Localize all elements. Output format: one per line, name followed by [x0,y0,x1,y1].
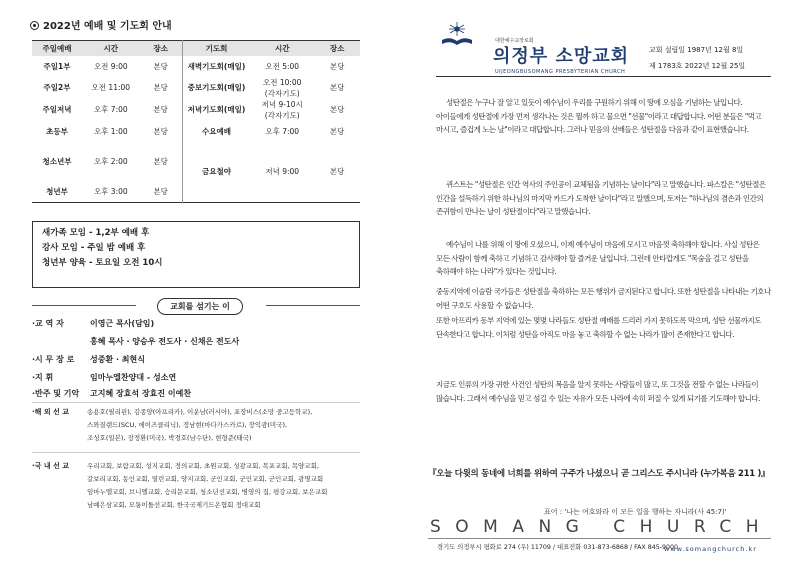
domestic-missions: ·국 내 선 교 우리교회, 보람교회, 성지교회, 정의교회, 초원교회, 성광교회, 목포교회, 목양교회, 갈보리교회, 동인교회, 열린교회, 양지교회, 군인교회, 군인교회, 군인교회, 광명교회 임마누엘교회, 브니엘교회, 승리문교회, 청소년선교회, 병영의 집, 평강교회, 보은교회 남예은삼교회, 모퉁이돌선교회, 한국국제기드온협회 정대교회 [32,460,362,512]
schedule-header-cell: 주일예배 [32,41,82,56]
staff-row: ·지 휘 임마누엘찬양대 - 성소연 [32,373,177,382]
article-paragraph: 지금도 인류의 가장 귀한 사건인 성탄의 복음을 알지 못하는 사람들이 많고, 또 그것을 전할 수 없는 나라들이 많습니다. 그래서 예수님을 믿고 섬길 수 있는 자유가 모든 나라에 속히 퍼질 수 있게 되기를 기도해야 합니다. [436,380,760,403]
circle-bullet-icon [30,21,39,30]
schedule-cell: 초등부 [46,126,68,136]
schedule-cell: 오후 2:00 [93,157,128,166]
church-motto: 표어 : '나는 여호와라 이 모든 일을 행하는 자니라(사 45:7)' [544,508,727,516]
divider [436,76,771,77]
article-paragraph: 예수님이 나를 위해 이 땅에 오셨으니, 이제 예수님이 마음에 모시고 마음껏 축하해야 합니다. 사실 성탄은 모든 사람이 함께 축하고 기념하고 감사해야 할 즐거운 날입니다. 그런데 안타깝게도 "목숨을 걸고 성탄을 축하해야 하는 나라"가 있다는 것입니다. [436,240,760,276]
article-paragraph: 성탄절은 누구나 잘 알고 있듯이 예수님이 우리를 구원하기 위해 이 땅에 오심을 기념하는 날입니다. 아이들에게 성탄절에 가장 먼저 생각나는 것은 뭘까 하고 물으면 "선물"이라고 대답합니다. 어떤 분들은 "먹고 마시고, 즐겁게 노는 날"이라고 대답합니다. 그러나 믿음의 선배들은 성탄절을 다음과 같이 표현했습니다. [436,98,762,134]
schedule-cell: 본당 [153,83,168,92]
schedule-row [32,77,360,99]
issue-number: 제 1783호 2022년 12월 25일 [649,62,746,70]
schedule-row [32,121,360,142]
mission-line: 남예은삼교회, 모퉁이돌선교회, 한국국제기드온협회 정대교회 [87,501,261,509]
schedule-cell: 오전 11:00 [91,83,131,92]
overseas-missions: ·해 외 선 교 송용호(필리핀), 김종양(아프리카), 이운남(러시아), 포장비스(소망 중고등학교), 스와질랜드(SCU, 에이즈클리닉), 정남현(마다가스카르), 장익광(미국), 조성호(일본), 장정환(미국), 박경호(남수단), 현형준(태국) [32,406,362,445]
article-paragraph: 퀴스트는 "성탄절은 인간 역사의 주인공이 교체됨을 기념하는 날이다"라고 말했습니다. 파스칼은 "성탄절은 인간을 설득하기 위한 하나님의 마지막 카드가 도착한 날이다"라고 말했으며, 토저는 "하나님의 겸손과 인간의 존귀함이 만나는 날이 성탄절이다"라고 말했습니다. [436,180,766,216]
schedule-cell: 오전 5:00 [265,61,300,71]
schedule-cell: 저녁 9-10시 (각자기도) [261,99,303,120]
denomination-label: 대한예수교장로회 [495,38,534,44]
schedule-cell: 본당 [153,105,168,114]
notice-item: 새가족 모임 - 1,2부 예배 후 [42,228,150,238]
schedule-cell: 오후 3:00 [93,187,128,197]
schedule-title: 2022년 예배 및 기도회 안내 [30,17,172,32]
schedule-cell: 수요예배 [182,121,250,142]
schedule-cell: 금요철야 [182,142,250,203]
divider [32,305,136,306]
mission-line: 송용호(필리핀), 김종양(아프리카), 이운남(러시아), 포장비스(소망 중고등학교), [87,408,313,416]
schedule-cell: 본당 [329,167,345,177]
schedule-cell: 주일저녁 [42,105,72,114]
church-name: 의정부 소망교회 [493,46,630,67]
notice-item: 강사 모임 - 주일 밤 예배 후 [42,243,146,253]
schedule-cell: 본당 [329,126,345,136]
serve-title: 교회를 섬기는 이 [0,298,400,315]
schedule-cell: 본당 [153,126,168,136]
schedule-cell: 본당 [153,157,168,166]
schedule-table [32,40,360,203]
staff-row: 홍혜 목사 · 양승우 전도사 · 신채은 전도사 [90,337,240,346]
schedule-cell: 저녁기도회(매일) [182,99,250,121]
schedule-header-cell: 시간 [250,41,314,56]
schedule-header-cell: 장소 [314,41,360,56]
schedule-header-row [32,41,360,56]
mission-line: 임마누엘교회, 브니엘교회, 승리문교회, 청소년선교회, 병영의 집, 평강교회, 보은교회 [87,488,328,496]
mission-line: 갈보리교회, 동인교회, 열린교회, 양지교회, 군인교회, 군인교회, 군인교회, 광명교회 [87,475,324,483]
schedule-cell: 중보기도회(매일) [182,77,250,99]
church-english-name: UIJEONGBUSOMANG PRESBYTERIAN CHURCH [495,69,626,75]
somang-church-banner: SOMANG CHURCH [430,517,773,537]
schedule-cell: 본당 [329,105,345,114]
schedule-cell: 본당 [329,83,345,92]
article-paragraph: 중동지역에 이슬람 국가들은 성탄절을 축하하는 모든 행위가 금지된다고 합니다. 또한 성탄절을 나타내는 기호나 어떤 구호도 사용할 수 없습니다. [436,287,771,310]
schedule-cell: 저녁 9:00 [265,167,300,177]
mission-line: 조성호(일본), 장정환(미국), 박경호(남수단), 현형준(태국) [87,434,252,442]
mission-line: 스와질랜드(SCU, 에이즈클리닉), 정남현(마다가스카르), 장익광(미국), [87,421,288,429]
divider [32,402,360,403]
schedule-header-cell: 장소 [140,41,183,56]
divider [266,305,360,306]
schedule-cell: 오전 10:00 (각자기도) [262,77,302,98]
schedule-cell: 청년부 [46,187,68,197]
divider [428,538,771,539]
staff-row: ·시 무 장 로 성중환 · 최현식 [32,355,145,364]
divider [32,452,360,453]
schedule-row [32,142,360,182]
schedule-cell: 본당 [153,187,168,197]
schedule-cell: 새벽기도회(매일) [182,56,250,77]
article-paragraph: 또한 아프리카 동부 지역에 있는 몇몇 나라들도 성탄절 예배를 드리러 가지 못하도록 막으며, 성탄 선물까지도 단속한다고 합니다. 이처럼 성탄을 아직도 마음 놓고 축하할 수 없는 나라가 많이 존재한다고 합니다. [436,316,762,339]
schedule-header-cell: 시간 [82,41,140,56]
notice-box [32,221,360,288]
schedule-row [32,99,360,121]
mission-line: 우리교회, 보람교회, 성지교회, 정의교회, 초원교회, 성광교회, 목포교회, 목양교회, [87,462,319,470]
staff-row: ·교 역 자 이영근 목사(담임) [32,319,155,328]
schedule-cell: 오전 9:00 [93,61,128,71]
scripture-verse: 『오늘 다윗의 동네에 너희를 위하여 구주가 나셨으니 곧 그리스도 주시니라 (누가복음 211 )』 [428,469,770,479]
schedule-cell: 오후 7:00 [265,126,300,136]
schedule-cell: 주일2부 [43,83,71,92]
notice-item: 청년부 양육 - 토요일 오전 10시 [42,258,163,268]
dove-book-logo-icon [440,18,474,48]
schedule-cell: 오후 1:00 [93,126,128,136]
founded-date: 교회 설립일 1987년 12월 8일 [649,46,744,54]
church-website-link[interactable]: www.somangchurch.kr [664,545,757,553]
staff-row: ·반주 및 기악 고지혜 장효석 장효진 이예찬 [32,389,192,398]
schedule-cell: 본당 [329,61,345,71]
schedule-header-cell: 기도회 [182,41,250,56]
schedule-row [32,56,360,77]
schedule-cell: 청소년부 [42,157,72,166]
schedule-cell: 주일1부 [43,61,71,71]
schedule-cell: 본당 [153,61,168,71]
schedule-cell: 오후 7:00 [93,105,128,114]
church-address: 경기도 의정부시 평화로 274 (우) 11709 / 대표전화 031-873-6868 / FAX 845-9000 [437,544,679,551]
